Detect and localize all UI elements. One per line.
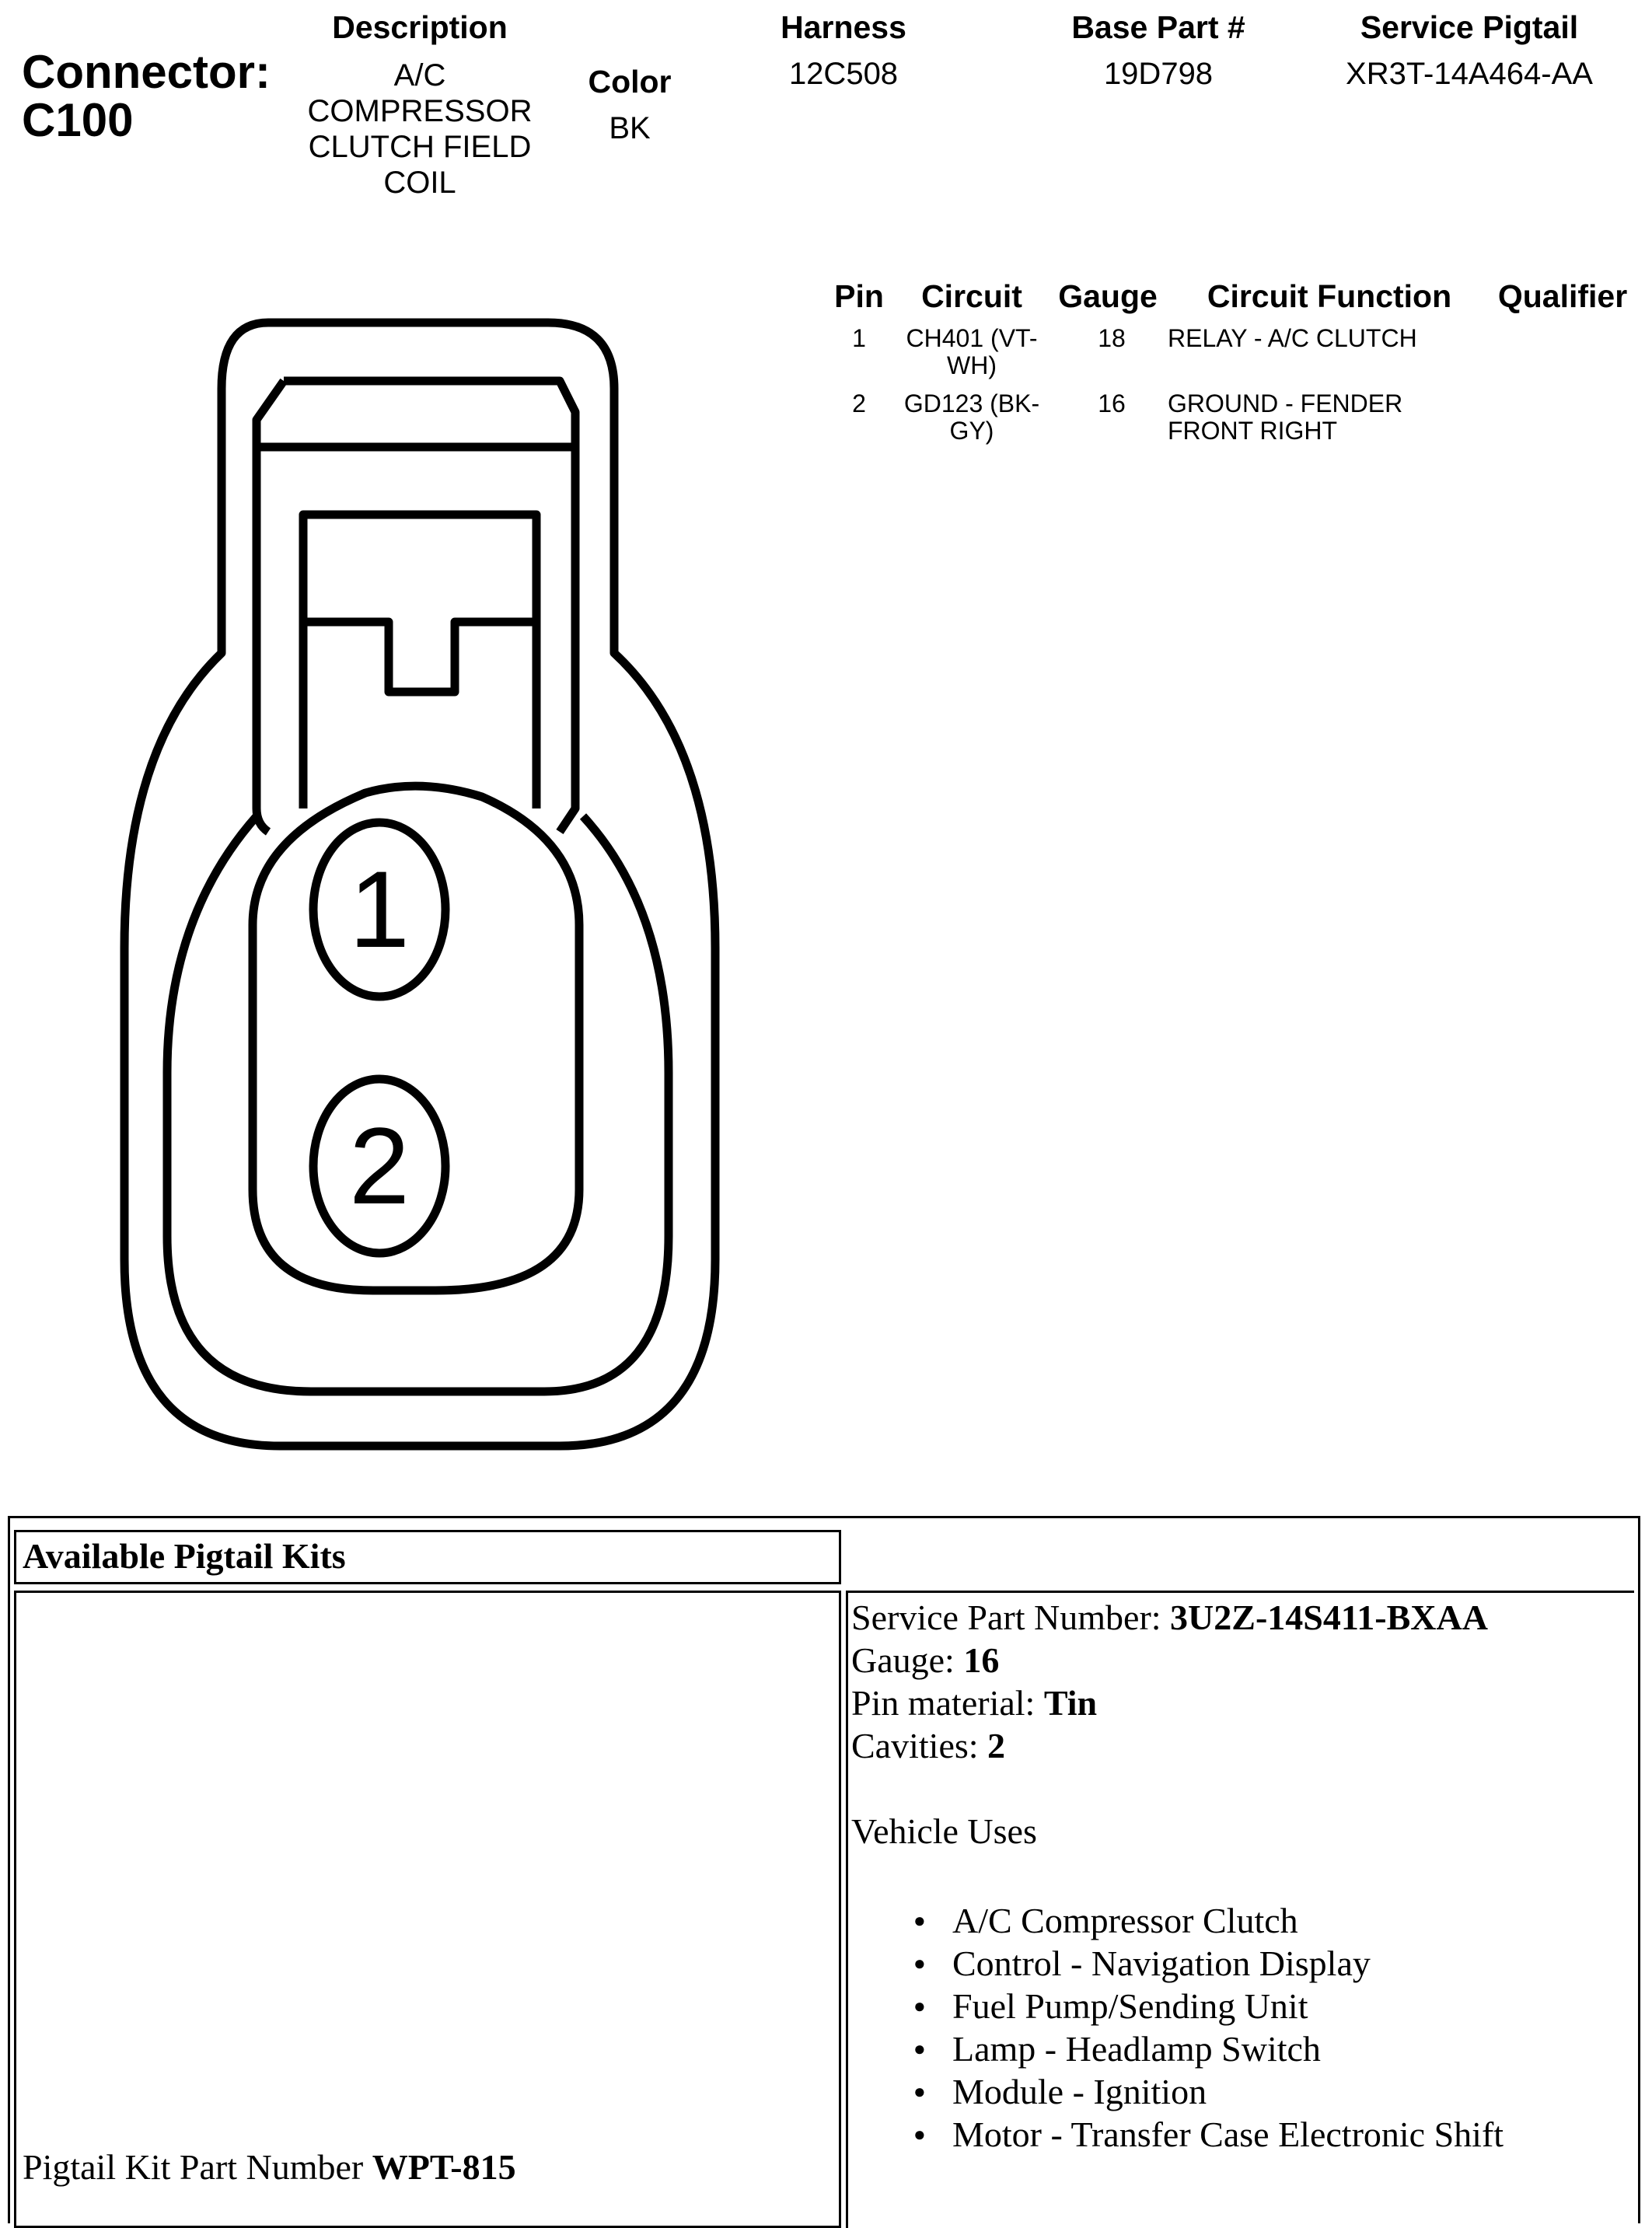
description-line: COIL <box>383 166 456 200</box>
vehicle-use-item: ● A/C Compressor Clutch <box>913 1899 1504 1942</box>
gauge-label: Gauge: <box>851 1640 964 1680</box>
circuit-cell <box>894 390 1050 445</box>
description-line: COMPRESSOR <box>307 94 533 128</box>
pigtail-kits-title-cell <box>14 1530 841 1584</box>
pin-material-line <box>851 1681 1504 1724</box>
kit-part-number <box>23 2146 516 2188</box>
function-line: FRONT RIGHT <box>1168 417 1338 445</box>
cavities-line <box>851 1724 1504 1767</box>
vehicle-use-item: ● Lamp - Headlamp Switch <box>913 2027 1504 2070</box>
gauge-header: Gauge <box>1058 278 1158 314</box>
circuit-cell <box>894 325 1050 379</box>
pin-header: Pin <box>834 278 884 314</box>
vehicle-use-item: ● Motor - Transfer Case Electronic Shift <box>913 2113 1504 2156</box>
connector-heading <box>22 48 271 145</box>
description-line: CLUTCH FIELD <box>308 130 532 164</box>
description-line: A/C <box>393 58 446 93</box>
service-part-label: Service Part Number: <box>851 1598 1171 1637</box>
qualifier-header: Qualifier <box>1497 278 1628 314</box>
service-pigtail-header: Service Pigtail <box>1360 9 1579 45</box>
pigtail-kits-title: Available Pigtail Kits <box>23 1536 346 1576</box>
kit-part-label: Pigtail Kit Part Number <box>23 2147 372 2187</box>
gauge-value: 16 <box>963 1640 1000 1680</box>
latch-tab <box>303 622 536 692</box>
pin-material-value: Tin <box>1043 1683 1098 1723</box>
harness-value: 12C508 <box>788 57 899 91</box>
connector-label: Connector: <box>22 46 271 98</box>
kit-details <box>851 1596 1504 2156</box>
circuit-header: Circuit <box>921 278 1022 314</box>
circuit-line: GY) <box>949 417 994 445</box>
base-part-header: Base Part # <box>1071 9 1245 45</box>
description-header: Description <box>332 9 508 45</box>
vehicle-use-item: ● Control - Navigation Display <box>913 1942 1504 1985</box>
color-header: Color <box>588 64 672 100</box>
latch-window <box>303 515 536 808</box>
pin-carrier-outline <box>253 786 579 1290</box>
description-value <box>280 58 560 201</box>
function-line: GROUND - FENDER <box>1168 389 1403 417</box>
gauge-cell: 18 <box>1098 324 1126 352</box>
service-part-value: 3U2Z-14S411-BXAA <box>1170 1598 1488 1637</box>
pin-cell: 2 <box>852 389 866 417</box>
pigtail-kit-details-cell <box>846 1591 1634 2228</box>
color-value: BK <box>609 111 651 145</box>
gauge-line <box>851 1639 1504 1681</box>
connector-id: C100 <box>22 94 134 146</box>
harness-header: Harness <box>781 9 906 45</box>
function-cell <box>1168 390 1479 445</box>
circuit-line: WH) <box>947 351 997 379</box>
pin-2-number: 2 <box>349 1105 410 1227</box>
gauge-cell: 16 <box>1098 389 1126 417</box>
pigtail-kit-image-cell <box>14 1591 841 2228</box>
circuit-line: GD123 (BK- <box>903 389 1040 417</box>
pin-material-label: Pin material: <box>851 1683 1044 1723</box>
vehicle-uses-list <box>913 1899 1504 2156</box>
base-part-value: 19D798 <box>1103 57 1214 91</box>
cavities-label: Cavities: <box>851 1726 988 1765</box>
function-cell <box>1168 325 1479 352</box>
cavities-value: 2 <box>987 1726 1006 1765</box>
circuit-line: CH401 (VT- <box>906 324 1038 352</box>
pin-1-number: 1 <box>349 848 410 970</box>
housing-inner-outline <box>167 816 669 1392</box>
function-line: RELAY - A/C CLUTCH <box>1168 324 1417 352</box>
vehicle-uses-title: Vehicle Uses <box>851 1811 1037 1851</box>
pin-cell: 1 <box>852 324 866 352</box>
vehicle-use-item: ● Module - Ignition <box>913 2070 1504 2113</box>
kit-part-value: WPT-815 <box>372 2147 516 2187</box>
connector-face-diagram <box>109 311 731 1477</box>
service-pigtail-value: XR3T-14A464-AA <box>1346 57 1593 91</box>
vehicle-use-item: ● Fuel Pump/Sending Unit <box>913 1985 1504 2027</box>
function-header: Circuit Function <box>1207 278 1452 314</box>
service-part-line <box>851 1596 1504 1639</box>
